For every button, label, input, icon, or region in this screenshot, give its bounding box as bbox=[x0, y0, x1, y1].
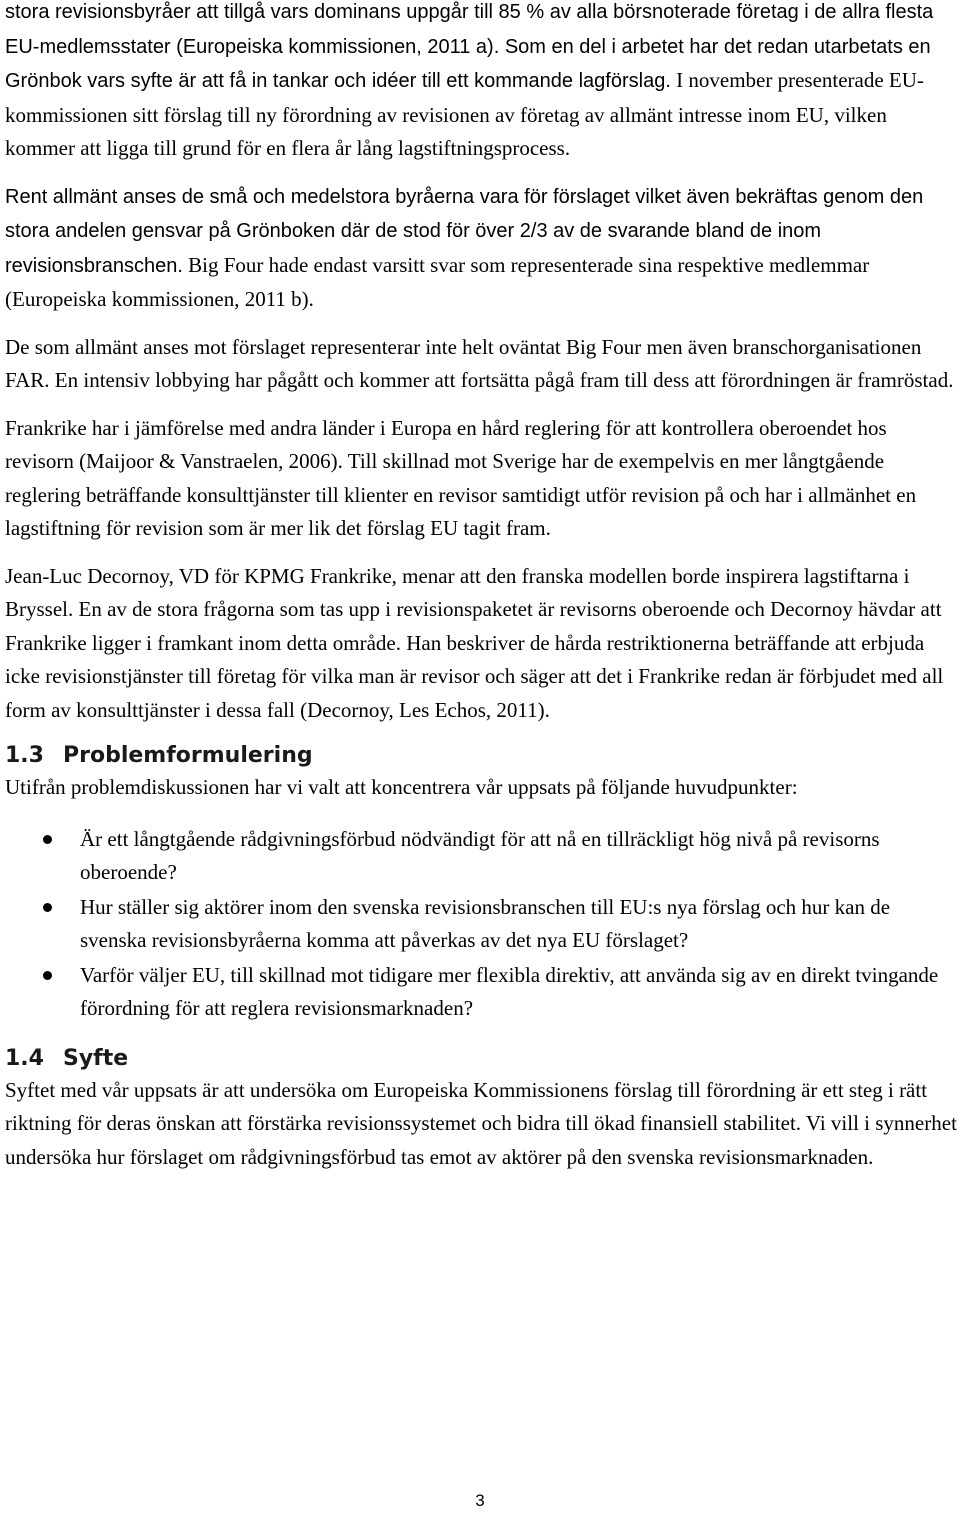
paragraph-eu-proposal-part1: stora revisionsbyråer att tillgå vars dominans uppgår till 85 % av alla börsnoterade företag i de allra flesta EU-medlemsstater (Europeiska kommissionen, 2011 a). Som en del i arbetet har det redan utarbetats en Grönbok vars syfte är att få in tankar och idéer till ett kommande lagförslag. bbox=[5, 1, 934, 92]
paragraph-eu-proposal bbox=[5, 0, 957, 166]
section-title: Syfte bbox=[63, 1045, 129, 1071]
section-number: 1.3 bbox=[5, 743, 44, 768]
paragraph-small-firms bbox=[5, 180, 957, 317]
paragraph-syfte: Syftet med vår uppsats är att undersöka om Europeiska Kommissionens förslag till förordning är ett steg i rätt riktning för deras önskan att förstärka revisionssystemet och bidra till ökad finansiell stabilitet. Vi vill i synnerhet undersöka hur förslaget om rådgivningsförbud tas emot av aktörer på den svenska revisionsmarknaden. bbox=[5, 1077, 957, 1169]
paragraph-problem-intro: Utifrån problemdiskussionen har vi valt att koncentrera vår uppsats på följande huvudpunkter: bbox=[5, 775, 798, 799]
list-item bbox=[5, 891, 957, 958]
paragraph-small-firms-part1: Rent allmänt anses de små och medelstora byråerna vara för förslaget vilket även bekräftas genom den stora andelen gensvar på Grönboken där de stod för över 2/3 av de svarande bland de inom revisionsbranschen. bbox=[5, 185, 924, 277]
paragraph-decornoy: Jean-Luc Decornoy, VD för KPMG Frankrike, menar att den franska modellen borde inspirera lagstiftarna i Bryssel. En av de stora frågorna som tas upp i revisionspaketet är revisorns oberoende och Decornoy hävdar att Frankrike ligger i framkant inom detta område. Han beskriver de hårda restriktionerna beträffande att erbjuda icke revisionstjänster till företag för vilka man är revisor och säger att det i Frankrike redan är förbjudet med all form av konsulttjänster i dessa fall (Decornoy, Les Echos, 2011). bbox=[5, 563, 944, 722]
list-item-text: Varför väljer EU, till skillnad mot tidigare mer flexibla direktiv, att använda sig av en direkt tvingande förordning för att reglera revisionsmarknaden? bbox=[80, 962, 939, 1020]
paragraph-france-regulation: Frankrike har i jämförelse med andra länder i Europa en hård reglering för att kontrollera oberoendet hos revisorn (Maijoor & Vanstraelen, 2006). Till skillnad mot Sverige har de exempelvis en mer långtgående reglering beträffande konsulttjänster till klienter en revisor samtidigt utför revision på och har i allmänhet en lagstiftning för revision som är mer lik det förslag EU tagit fram. bbox=[5, 415, 917, 540]
paragraph-eu-proposal-part2: I november presenterade EU-kommissionen sitt förslag till ny förordning av revisionen av företag av allmänt intresse inom EU, vilken kommer att ligga till grund för en flera år lång lagstiftningsprocess. bbox=[5, 68, 924, 160]
bullet-icon bbox=[43, 835, 52, 844]
bullet-icon bbox=[43, 903, 52, 912]
section-heading-syfte bbox=[5, 1044, 957, 1074]
list-item bbox=[5, 823, 957, 890]
list-item-text: Hur ställer sig aktörer inom den svenska revisionsbranschen till EU:s nya förslag och hur kan de svenska revisionsbyråerna komma att påverkas av det nya EU förslaget? bbox=[80, 894, 891, 952]
section-number: 1.4 bbox=[5, 1045, 44, 1071]
paragraph-opponents: De som allmänt anses mot förslaget representerar inte helt oväntat Big Four men även branschorganisationen FAR. En intensiv lobbying har pågått och kommer att fortsätta pågå fram till dess att förordningen är framröstad. bbox=[5, 334, 954, 392]
page-number: 3 bbox=[475, 1491, 485, 1510]
document-page bbox=[5, 0, 957, 1188]
research-questions-list bbox=[5, 823, 957, 1026]
paragraph-small-firms-part2: Big Four hade endast varsitt svar som representerade sina respektive medlemmar (Europeiska kommissionen, 2011 b). bbox=[5, 252, 870, 311]
list-item-text: Är ett långtgående rådgivningsförbud nödvändigt för att nå en tillräckligt hög nivå på revisorns oberoende? bbox=[80, 826, 880, 884]
list-item bbox=[5, 959, 957, 1026]
section-heading-problemformulering bbox=[5, 741, 957, 771]
bullet-icon bbox=[43, 971, 52, 980]
section-title: Problemformulering bbox=[63, 743, 313, 768]
